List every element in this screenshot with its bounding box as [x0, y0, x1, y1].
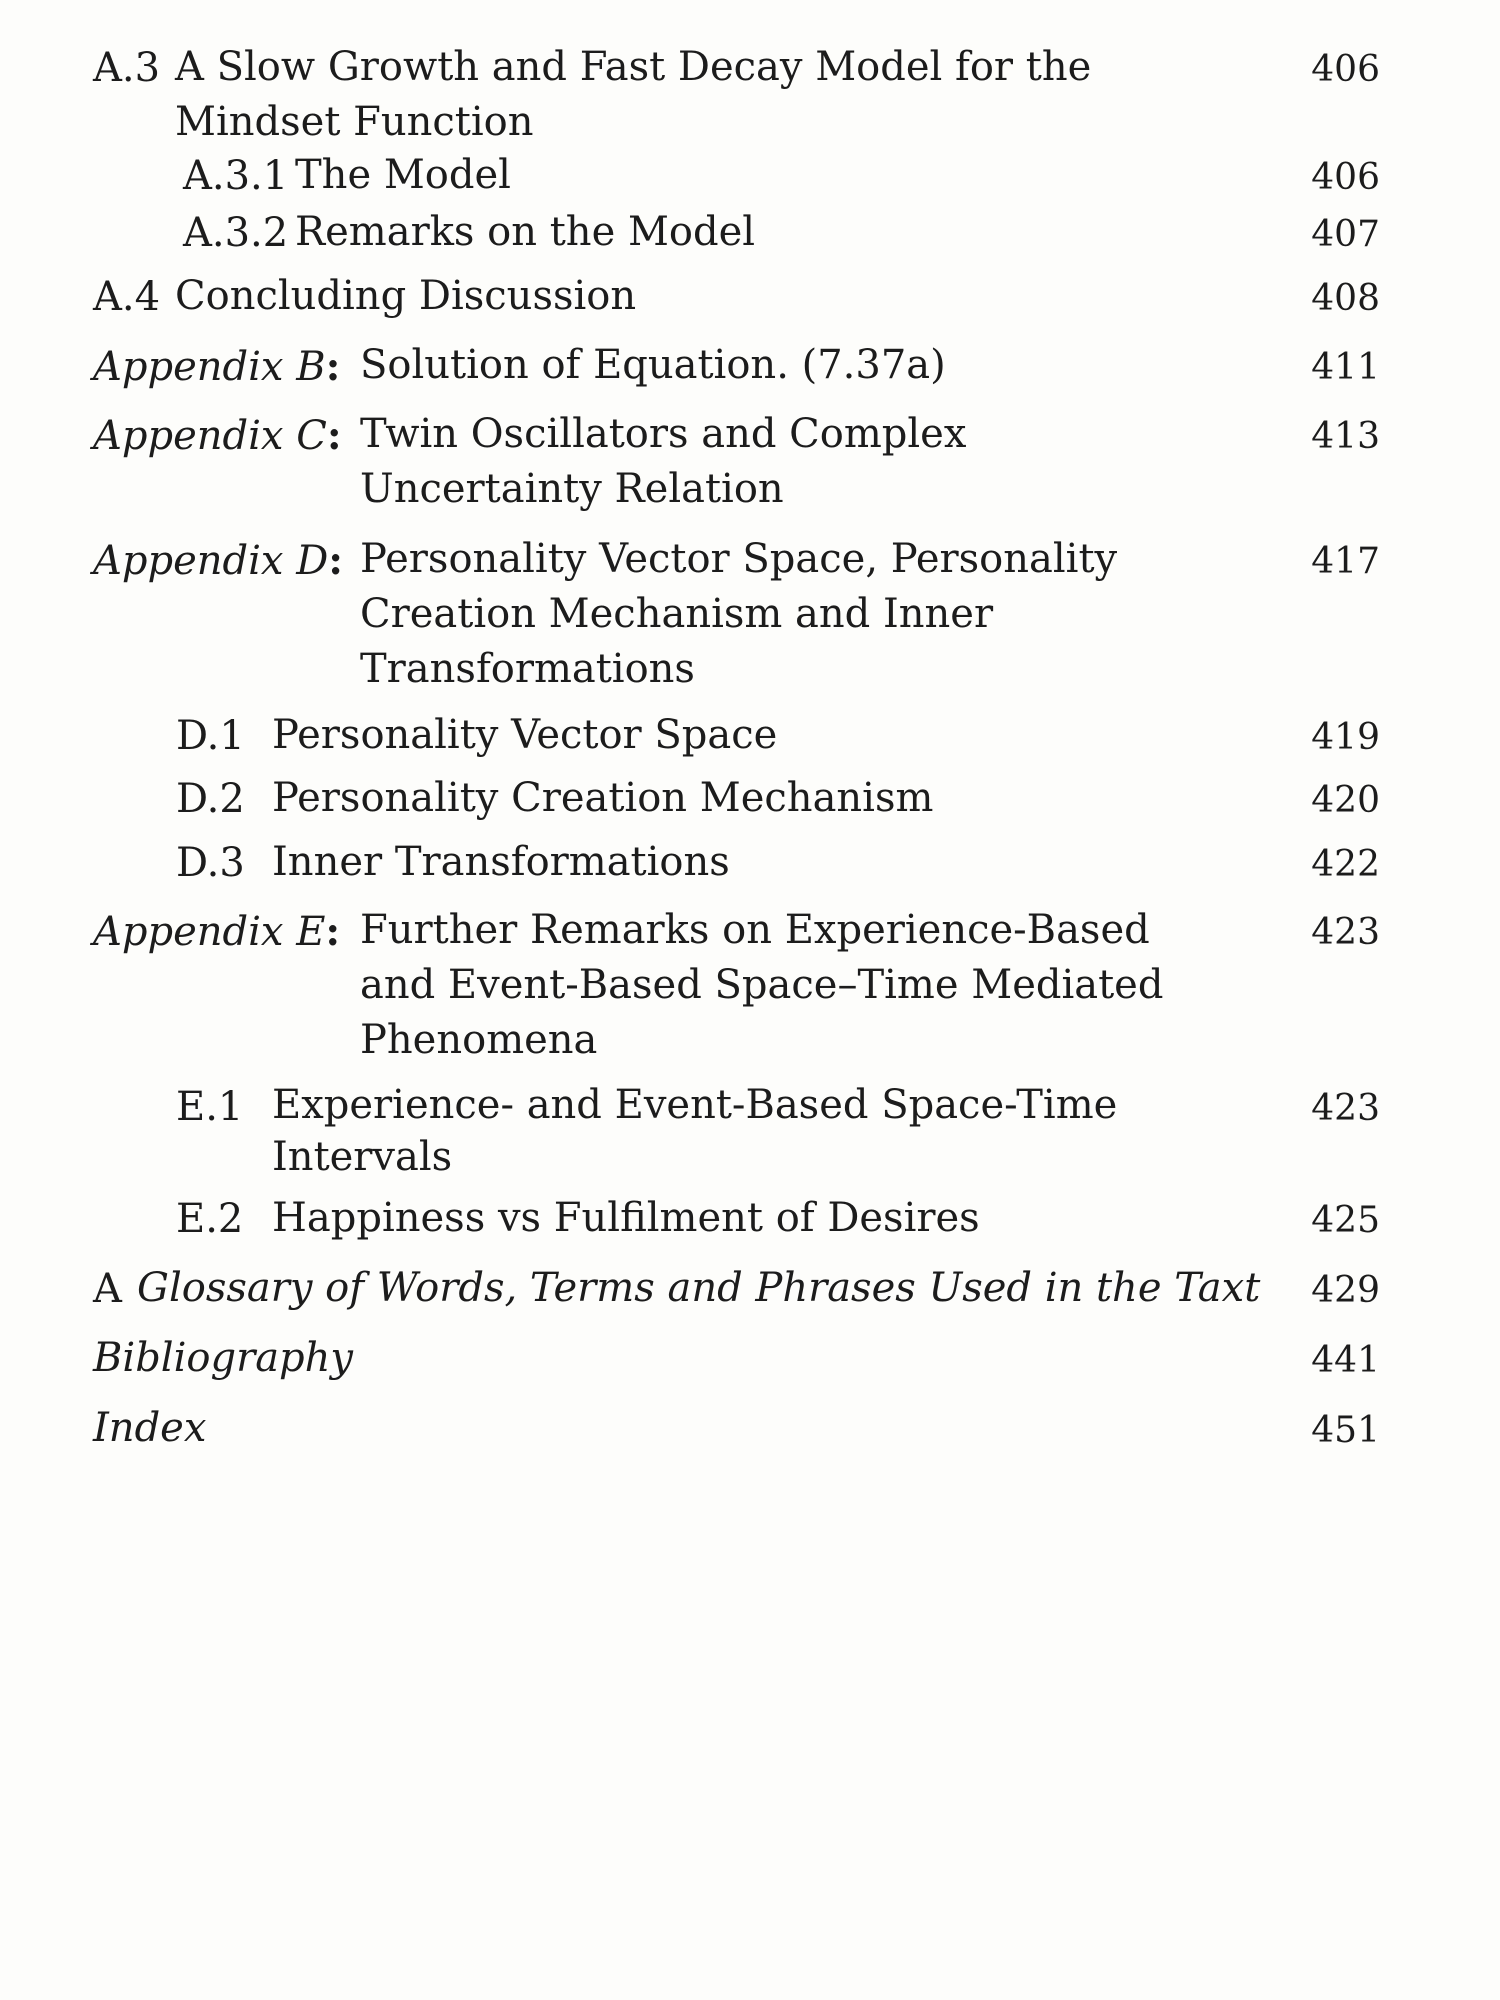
- entry-title: [272, 771, 933, 826]
- label-colon: :: [325, 908, 341, 955]
- label-colon: :: [328, 537, 344, 584]
- title-line: Personality Creation Mechanism: [272, 775, 934, 821]
- entry-title: [295, 148, 511, 203]
- entry-title: [272, 1079, 1117, 1183]
- entry-number: A.4: [93, 274, 161, 320]
- title-line: Mindset Function: [175, 99, 534, 145]
- entry-title: [272, 1191, 980, 1246]
- title-line: and Event-Based Space–Time Mediated: [360, 962, 1164, 1008]
- appendix-label: Appendix B:: [93, 343, 341, 390]
- appendix-label: Appendix E:: [93, 908, 341, 955]
- entry-title: [272, 708, 777, 763]
- title-line: Glossary of Words, Terms and Phrases Used in the Taxt: [137, 1265, 1261, 1311]
- label-colon: :: [326, 412, 342, 459]
- page-number: 406: [1311, 49, 1380, 90]
- page-number: 411: [1311, 347, 1380, 388]
- page-number: 408: [1311, 278, 1380, 319]
- title-line: Intervals: [272, 1134, 453, 1180]
- title-line: Further Remarks on Experience-Based: [360, 907, 1150, 953]
- title-line: Personality Vector Space, Personality: [360, 536, 1118, 582]
- title-line: Phenomena: [360, 1017, 598, 1063]
- entry-title: [175, 269, 636, 324]
- page-number: 422: [1311, 844, 1380, 885]
- entry-number: A.3: [93, 45, 161, 91]
- page-number: 425: [1311, 1200, 1380, 1241]
- title-line: Concluding Discussion: [175, 273, 637, 319]
- page-number: 441: [1311, 1340, 1380, 1381]
- title-line: Experience- and Event-Based Space-Time: [272, 1082, 1118, 1128]
- entry-title: [175, 40, 1091, 150]
- page-number: 420: [1311, 780, 1380, 821]
- title-line: Creation Mechanism and Inner: [360, 591, 994, 637]
- title-line: Twin Oscillators and Complex: [360, 411, 967, 457]
- page-number: 413: [1311, 416, 1380, 457]
- entry-title: [295, 205, 755, 260]
- entry-number: E.1: [176, 1084, 244, 1130]
- entry-title: [360, 407, 966, 517]
- page-number: 407: [1311, 214, 1380, 255]
- entry-number: D.2: [176, 776, 245, 822]
- entry-title: [360, 532, 1117, 697]
- title-line: Transformations: [360, 646, 695, 692]
- entry-title: [360, 903, 1163, 1068]
- title-line: Bibliography: [93, 1335, 353, 1381]
- entry-title: [93, 1401, 206, 1456]
- page-number: 419: [1311, 717, 1380, 758]
- entry-number: E.2: [176, 1196, 244, 1242]
- title-line: Happiness vs Fulfilment of Desires: [272, 1195, 980, 1241]
- title-line: Uncertainty Relation: [360, 466, 784, 512]
- page-number: 417: [1311, 541, 1380, 582]
- appendix-label: Appendix C:: [93, 412, 342, 459]
- glossary-prefix: A: [93, 1266, 122, 1312]
- entry-title: [137, 1261, 1260, 1316]
- entry-number: D.1: [176, 713, 245, 759]
- entry-title: [93, 1331, 353, 1386]
- title-line: Inner Transformations: [272, 839, 730, 885]
- entry-number: D.3: [176, 840, 245, 886]
- appendix-label: Appendix D:: [93, 537, 344, 584]
- entry-number: A.3.1: [183, 153, 289, 199]
- page-number: 429: [1311, 1270, 1380, 1311]
- label-colon: :: [325, 343, 341, 390]
- page-number: 451: [1311, 1410, 1380, 1451]
- page-number: 423: [1311, 1088, 1380, 1129]
- entry-number: A.3.2: [183, 210, 289, 256]
- entry-title: [272, 835, 730, 890]
- title-line: Personality Vector Space: [272, 712, 778, 758]
- title-line: A Slow Growth and Fast Decay Model for the: [175, 44, 1092, 90]
- title-line: The Model: [295, 152, 511, 198]
- title-line: Remarks on the Model: [295, 209, 756, 255]
- title-line: Index: [93, 1405, 207, 1451]
- entry-title: [360, 338, 946, 393]
- page-number: 406: [1311, 157, 1380, 198]
- page-number: 423: [1311, 912, 1380, 953]
- title-line: Solution of Equation. (7.37a): [360, 342, 946, 388]
